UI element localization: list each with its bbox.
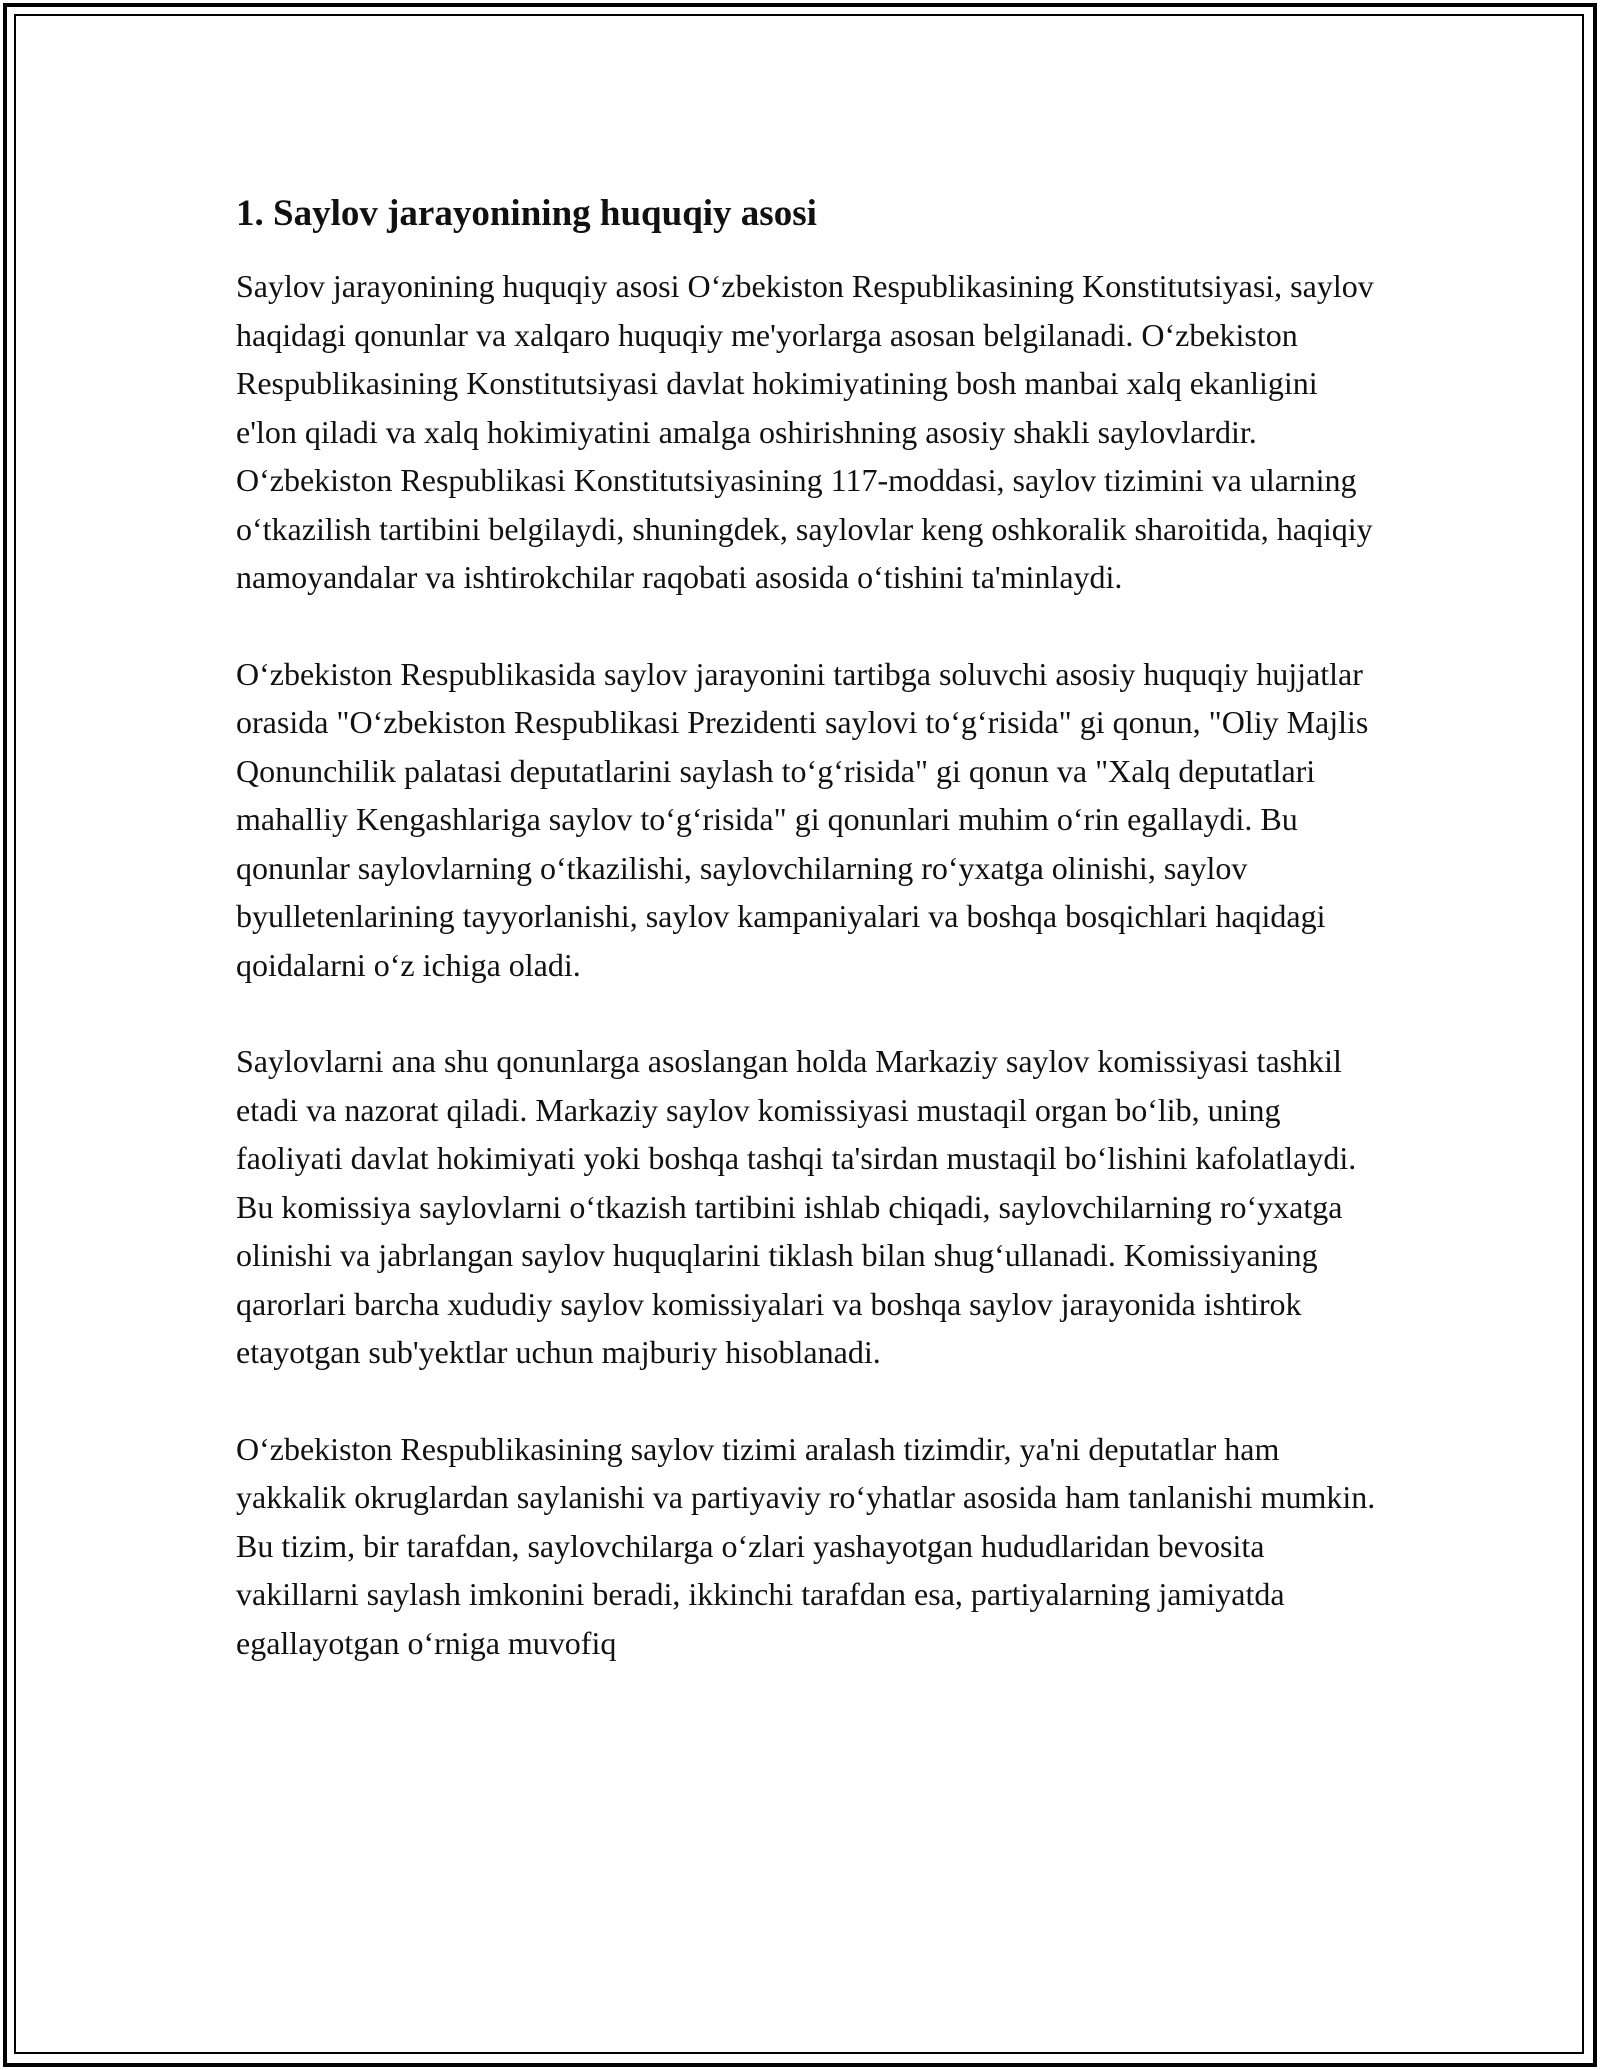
document-body [236, 186, 1376, 1667]
paragraph-legal-basis: Saylov jarayonining huquqiy asosi O‘zbekiston Respublikasining Konstitutsiyasi, saylov haqidagi qonunlar va xalqaro huquqiy me'yorlarga asosan belgilanadi. O‘zbekiston Respublikasining Konstitutsiyasi davlat hokimiyatining bosh manbai xalq ekanligini e'lon qiladi va xalq hokimiyatini amalga oshirishning asosiy shakli saylovlardir. O‘zbekiston Respublikasi Konstitutsiyasining 117-moddasi, saylov tizimini va ularning o‘tkazilish tartibini belgilaydi, shuningdek, saylovlar keng oshkoralik sharoitida, haqiqiy namoyandalar va ishtirokchilar raqobati asosida o‘tishini ta'minlaydi. [236, 268, 1374, 595]
section-heading: 1. Saylov jarayonining huquqiy asosi [236, 193, 817, 234]
paragraph-electoral-system: O‘zbekiston Respublikasining saylov tizimi aralash tizimdir, ya'ni deputatlar ham yakkalik okruglardan saylanishi va partiyaviy ro‘yhatlar asosida ham tanlanishi mumkin. Bu tizim, bir tarafdan, saylovchilarga o‘zlari yashayotgan hududlaridan bevosita vakillarni saylash imkonini beradi, ikkinchi tarafdan esa, partiyalarning jamiyatda egallayotgan o‘rniga muvofiq [236, 1430, 1376, 1661]
paragraph-election-commission: Saylovlarni ana shu qonunlarga asoslangan holda Markaziy saylov komissiyasi tashkil etadi va nazorat qiladi. Markaziy saylov komissiyasi mustaqil organ bo‘lib, uning faoliyati davlat hokimiyati yoki boshqa tashqi ta'sirdan mustaqil bo‘lishini kafolatlaydi. Bu komissiya saylovlarni o‘tkazish tartibini ishlab chiqadi, saylovchilarning ro‘yxatga olinishi va jabrlangan saylov huquqlarini tiklash bilan shug‘ullanadi. Komissiyaning qarorlari barcha xududiy saylov komissiyalari va boshqa saylov jarayonida ishtirok etayotgan sub'yektlar uchun majburiy hisoblanadi. [236, 1043, 1357, 1370]
paragraph-legal-acts: O‘zbekiston Respublikasida saylov jarayonini tartibga soluvchi asosiy huquqiy hujjatlar orasida "O‘zbekiston Respublikasi Prezidenti saylovi to‘g‘risida" gi qonun, "Oliy Majlis Qonunchilik palatasi deputatlarini saylash to‘g‘risida" gi qonun va "Xalq deputatlari mahalliy Kengashlariga saylov to‘g‘risida" gi qonunlari muhim o‘rin egallaydi. Bu qonunlar saylovlarning o‘tkazilishi, saylovchilarning ro‘yxatga olinishi, saylov byulletenlarining tayyorlanishi, saylov kampaniyalari va boshqa bosqichlari haqidagi qoidalarni o‘z ichiga oladi. [236, 655, 1369, 983]
